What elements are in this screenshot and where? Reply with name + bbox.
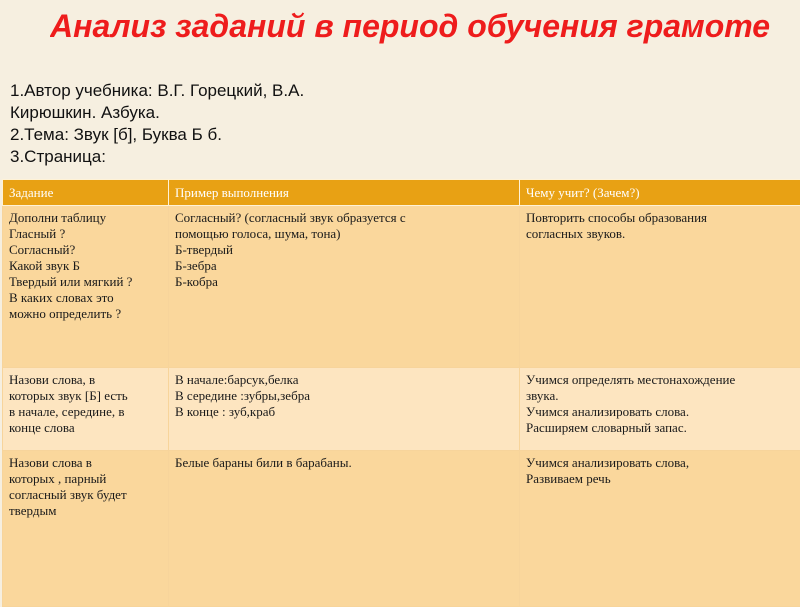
purpose-cell — [520, 451, 800, 607]
cell-line: Назови слова в — [9, 455, 162, 471]
cell-line: В каких словах это — [9, 290, 162, 306]
cell-line: Б-зебра — [175, 258, 513, 274]
cell-line: которых , парный — [9, 471, 162, 487]
cell-line: помощью голоса, шума, тона) — [175, 226, 513, 242]
cell-line: Б-кобра — [175, 274, 513, 290]
analysis-table — [2, 179, 800, 607]
cell-line: Гласный ? — [9, 226, 162, 242]
cell-line: твердым — [9, 503, 162, 519]
cell-line: Белые бараны били в барабаны. — [175, 455, 513, 471]
table-row — [3, 451, 800, 607]
cell-line: Учимся определять местонахождение — [526, 372, 794, 388]
task-cell — [3, 451, 169, 607]
cell-line: Согласный? (согласный звук образуется с — [175, 210, 513, 226]
cell-line: Учимся анализировать слова. — [526, 404, 794, 420]
intro-block — [10, 80, 610, 168]
cell-line: В конце : зуб,краб — [175, 404, 513, 420]
cell-line: Твердый или мягкий ? — [9, 274, 162, 290]
cell-line: Повторить способы образования — [526, 210, 794, 226]
example-cell — [169, 206, 520, 368]
cell-line: в начале, середине, в — [9, 404, 162, 420]
slide-title: Анализ заданий в период обучения грамоте — [50, 6, 800, 46]
example-cell — [169, 451, 520, 607]
example-cell — [169, 368, 520, 451]
cell-line: которых звук [Б] есть — [9, 388, 162, 404]
table-header-row — [3, 180, 800, 206]
cell-line: Дополни таблицу — [9, 210, 162, 226]
purpose-cell — [520, 368, 800, 451]
cell-line: можно определить ? — [9, 306, 162, 322]
cell-line: звука. — [526, 388, 794, 404]
purpose-cell — [520, 206, 800, 368]
cell-line: В начале:барсук,белка — [175, 372, 513, 388]
header-task: Задание — [3, 180, 169, 206]
cell-line: Б-твердый — [175, 242, 513, 258]
intro-line: Кирюшкин. Азбука. — [10, 102, 610, 124]
cell-line: Расширяем словарный запас. — [526, 420, 794, 436]
cell-line: Назови слова, в — [9, 372, 162, 388]
cell-line: Развиваем речь — [526, 471, 794, 487]
cell-line: конце слова — [9, 420, 162, 436]
table-row — [3, 206, 800, 368]
intro-line: 2.Тема: Звук [б], Буква Б б. — [10, 124, 610, 146]
task-cell — [3, 368, 169, 451]
cell-line: Какой звук Б — [9, 258, 162, 274]
intro-line: 1.Автор учебника: В.Г. Горецкий, В.А. — [10, 80, 610, 102]
intro-line: 3.Страница: — [10, 146, 610, 168]
cell-line: согласных звуков. — [526, 226, 794, 242]
cell-line: Согласный? — [9, 242, 162, 258]
cell-line: Учимся анализировать слова, — [526, 455, 794, 471]
header-example: Пример выполнения — [169, 180, 520, 206]
header-purpose: Чему учит? (Зачем?) — [520, 180, 800, 206]
cell-line: В середине :зубры,зебра — [175, 388, 513, 404]
task-cell — [3, 206, 169, 368]
cell-line: согласный звук будет — [9, 487, 162, 503]
table-row — [3, 368, 800, 451]
